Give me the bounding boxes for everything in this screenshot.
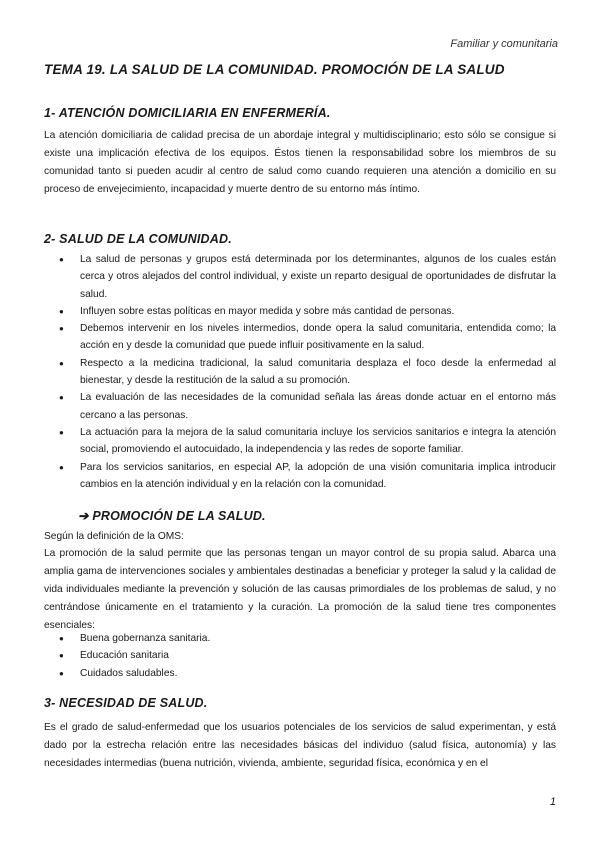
section-3-paragraph: Es el grado de salud-enfermedad que los usuarios potenciales de los servicios de salud experimentan, y está dado por la estrecha relación entre las necesidades básicas del individuo (salud física, autonomía) y las necesidades intermedias (buena nutrición, vivienda, ambiente, seguridad física, económica y en el	[44, 722, 556, 769]
list-item: ● La salud de personas y grupos está determinada por los determinantes, algunos de los cuales están cerca y otros alejados del control individual, y existe un reparto desigual de oportunidades de disfrutar la salud.	[44, 251, 556, 303]
subsection-heading-promocion: ➔ PROMOCIÓN DE LA SALUD.	[78, 509, 266, 523]
promocion-list	[44, 630, 556, 682]
page-number: 1	[549, 796, 556, 808]
list-item: ● Para los servicios sanitarios, en especial AP, la adopción de una visión comunitaria implica introducir cambios en la atención individual y en la relación con la comunidad.	[44, 459, 556, 494]
section-2-list	[44, 251, 556, 493]
section-heading-3: 3- NECESIDAD DE SALUD.	[44, 696, 208, 710]
section-heading-1: 1- ATENCIÓN DOMICILIARIA EN ENFERMERÍA.	[44, 106, 331, 120]
header-note: Familiar y comunitaria	[450, 38, 558, 50]
page-title: TEMA 19. LA SALUD DE LA COMUNIDAD. PROMOCIÓN DE LA SALUD	[44, 62, 505, 77]
list-item: ● Debemos intervenir en los niveles intermedios, donde opera la salud comunitaria, entendida como; la acción en y desde la comunidad que puede influir positivamente en la salud.	[44, 320, 556, 355]
promocion-paragraph: La promoción de la salud permite que las personas tengan un mayor control de su propia salud. Abarca una amplia gama de intervenciones sociales y ambientales destinadas a beneficiar y proteger la salud y la calidad de vida individuales mediante la prevención y solución de las causas primordiales de los problemas de salud, y no centrándose únicamente en el tratamiento y la curación. La promoción de la salud tiene tres componentes esenciales:	[44, 548, 556, 631]
list-item: ● Educación sanitaria	[44, 647, 556, 664]
list-item: ● Influyen sobre estas políticas en mayor medida y sobre más cantidad de personas.	[44, 303, 556, 320]
list-item: ● Buena gobernanza sanitaria.	[44, 630, 556, 647]
list-item: ● Cuidados saludables.	[44, 665, 556, 682]
list-item: ● La actuación para la mejora de la salud comunitaria incluye los servicios sanitarios e integra la atención social, promoviendo el autocuidado, la independencia y las redes de soporte familiar.	[44, 424, 556, 459]
section-heading-2: 2- SALUD DE LA COMUNIDAD.	[44, 232, 232, 246]
list-item: ● Respecto a la medicina tradicional, la salud comunitaria desplaza el foco desde la enfermedad al bienestar, y desde la restitución de la salud a su promoción.	[44, 355, 556, 390]
promocion-intro: Según la definición de la OMS:	[44, 531, 184, 542]
section-1-paragraph: La atención domiciliaria de calidad precisa de un abordaje integral y multidisciplinario; esto sólo se consigue si existe una implicación efectiva de los equipos. Éstos tienen la responsabilidad sobre los miembros de su comunidad tanto si pueden acudir al centro de salud como cuando requieren una atención a domicilio en su proceso de envejecimiento, incapacidad y muerte dentro de su entorno más íntimo.	[44, 130, 556, 195]
list-item: ● La evaluación de las necesidades de la comunidad señala las áreas donde actuar en el entorno más cercano a las personas.	[44, 389, 556, 424]
